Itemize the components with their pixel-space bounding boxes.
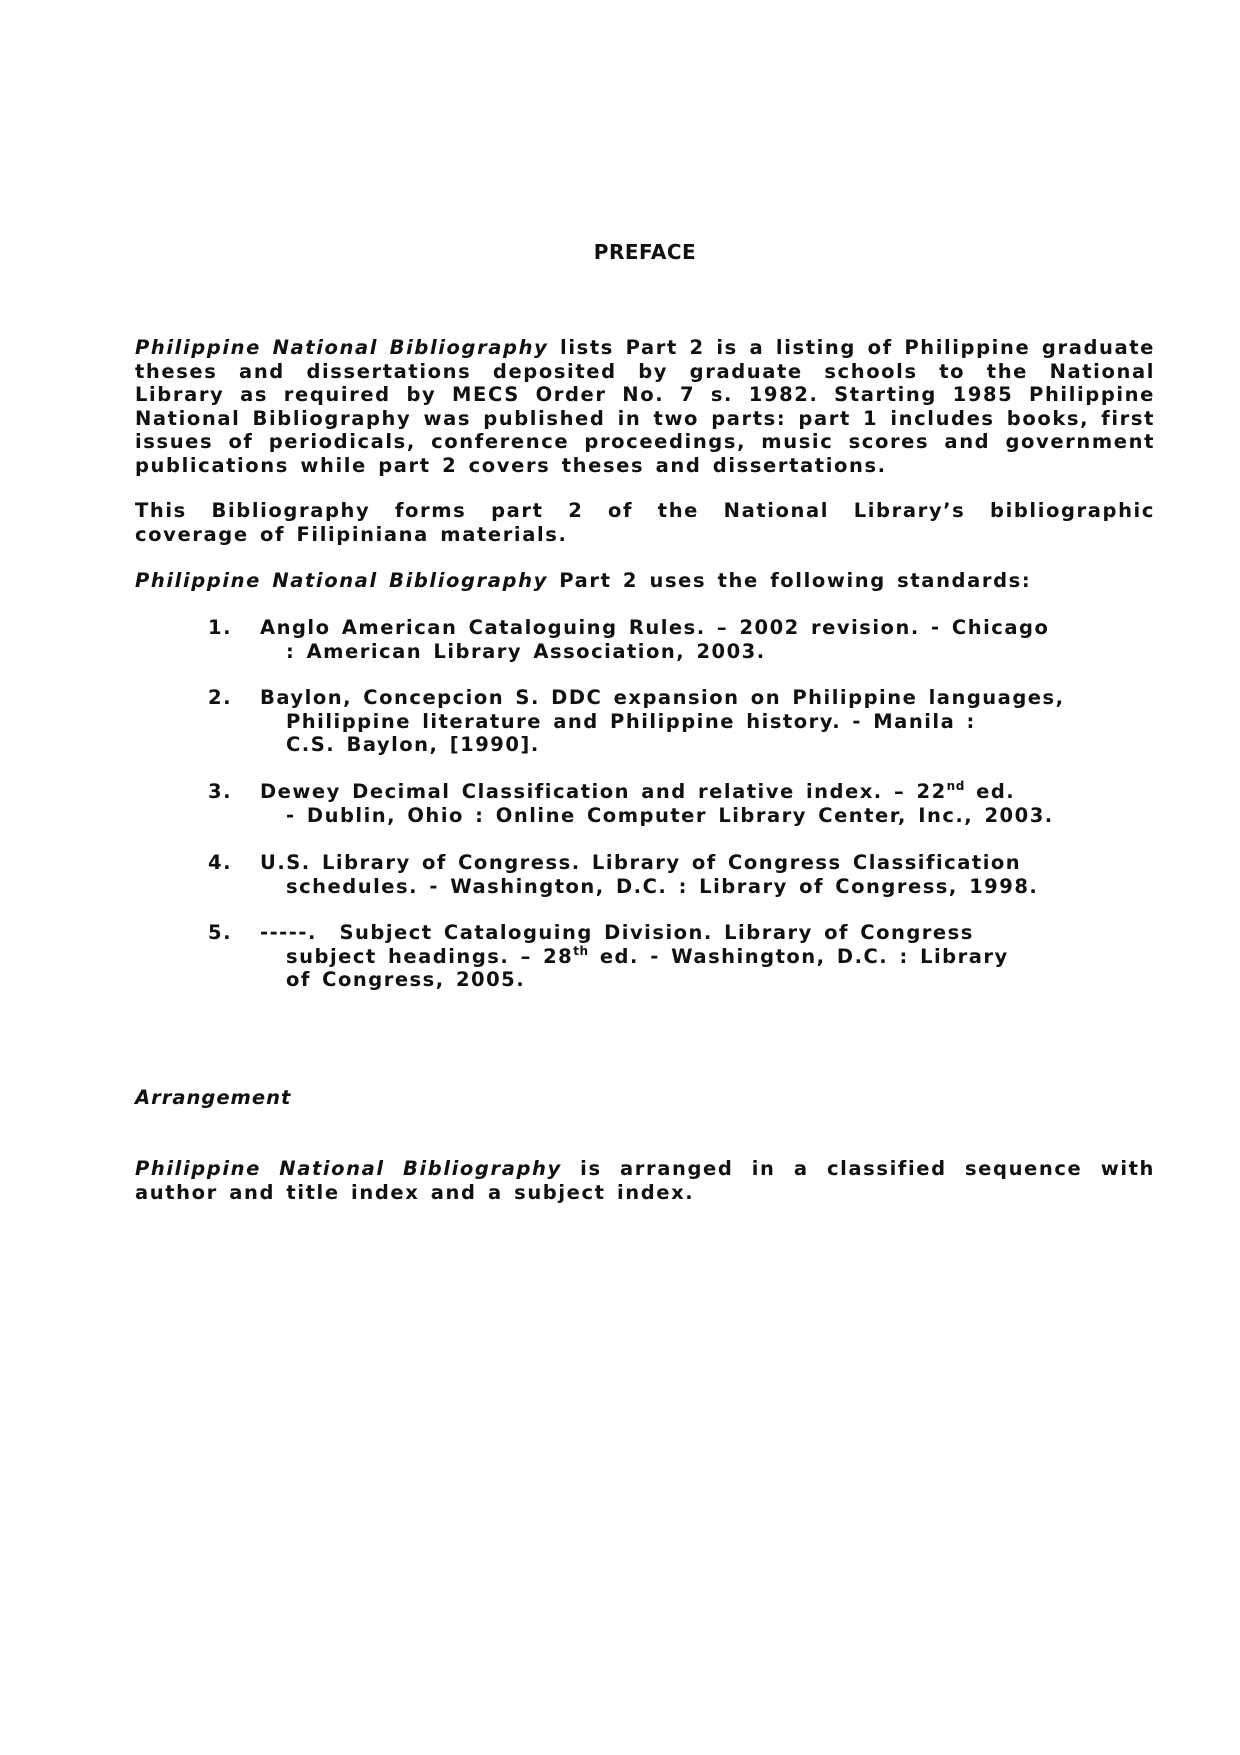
list-item-number: 1. <box>208 616 232 639</box>
list-item-line: -----. Subject Cataloguing Division. Library of Congress <box>260 921 974 944</box>
list-item-line: Anglo American Cataloguing Rules. – 2002 revision. - Chicago <box>260 616 1050 639</box>
list-item-line <box>260 780 1080 804</box>
list-item-line: Baylon, Concepcion S. DDC expansion on Philippine languages, <box>260 686 1065 709</box>
list-item-line: C.S. Baylon, [1990]. <box>286 733 540 756</box>
list-item-text <box>260 851 1080 898</box>
list-item-line: Philippine literature and Philippine history. - Manila : <box>286 709 976 733</box>
list-item-line: - Dublin, Ohio : Online Computer Library Center, Inc., 2003. <box>286 803 1054 827</box>
list-item-number: 2. <box>208 686 232 709</box>
line-text: subject headings. – 28 <box>286 944 574 968</box>
bibliography-title-italic: Philippine National Bibliography <box>135 336 549 359</box>
bibliography-title-italic: Philippine National Bibliography <box>135 1157 562 1180</box>
list-item-line: schedules. - Washington, D.C. : Library of Congress, 1998. <box>286 874 1039 898</box>
bibliography-title-italic: Philippine National Bibliography <box>135 569 548 592</box>
list-item-number: 5. <box>208 921 232 944</box>
page-title: PREFACE <box>593 240 697 264</box>
list-item-text <box>260 921 1080 992</box>
list-item-text <box>260 686 1080 757</box>
paragraph-text: lists Part 2 is a listing of Philippine graduate theses and dissertations deposited by graduate schools to the National Library as required by MECS Order No. 7 s. 1982. Starting 1985 Philippine National Bibliography was published in two parts: part 1 includes books, first issues of periodicals, conference proceedings, music scores and government publications while part 2 covers theses and dissertations. <box>135 336 1155 477</box>
list-item-number: 3. <box>208 780 232 803</box>
line-text: Dewey Decimal Classification and relative index. – 22 <box>260 780 947 803</box>
list-item-text <box>260 780 1080 827</box>
line-text: ed. <box>964 780 1016 803</box>
preface-paragraph-3 <box>135 569 1155 593</box>
line-text: ed. - Washington, D.C. : Library <box>588 944 1009 968</box>
ordinal-suffix: th <box>573 943 589 958</box>
preface-paragraph-1 <box>135 336 1155 477</box>
arrangement-paragraph <box>135 1157 1155 1204</box>
arrangement-heading: Arrangement <box>135 1086 292 1109</box>
list-item-line: U.S. Library of Congress. Library of Congress Classification <box>260 851 1022 874</box>
paragraph-text: is arranged in a classified sequence with author and title index and a subject index. <box>135 1157 1156 1204</box>
list-item-line <box>260 945 1080 969</box>
paragraph-text: Part 2 uses the following standards: <box>547 569 1032 592</box>
ordinal-suffix: nd <box>946 779 965 793</box>
list-item-text <box>260 616 1080 663</box>
list-item-line: : American Library Association, 2003. <box>286 639 766 663</box>
list-item-line: of Congress, 2005. <box>286 968 526 991</box>
list-item-number: 4. <box>208 851 232 874</box>
preface-paragraph-2: This Bibliography forms part 2 of the National Library’s bibliographic coverage of Filipiniana materials. <box>135 499 1155 546</box>
